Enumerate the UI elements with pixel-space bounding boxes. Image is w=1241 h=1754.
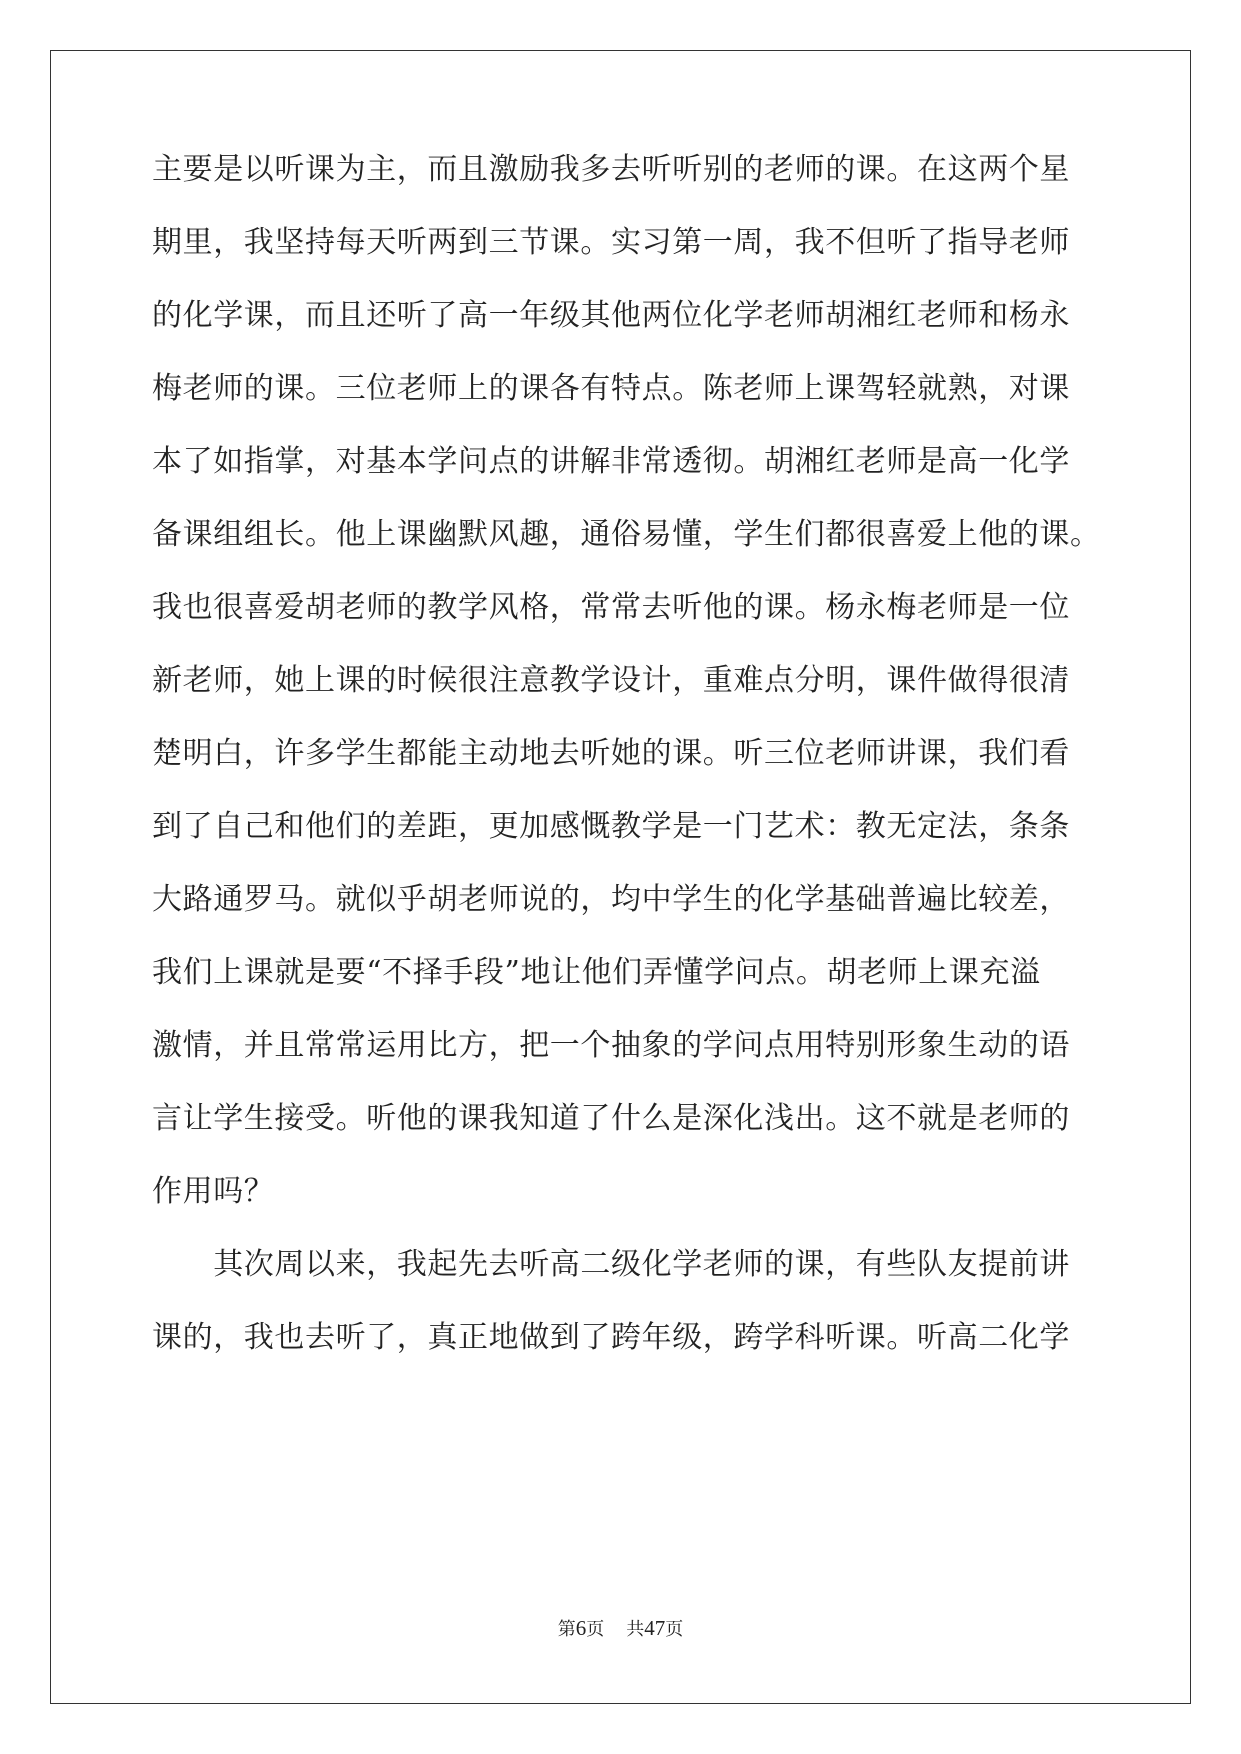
- text-line: 作用吗？: [152, 1174, 275, 1209]
- text-line: 楚明白，许多学生都能主动地去听她的课。听三位老师讲课，我们看: [152, 736, 1070, 771]
- text-line: 期里，我坚持每天听两到三节课。实习第一周，我不但听了指导老师: [152, 225, 1070, 260]
- text-line: 备课组组长。他上课幽默风趣，通俗易懂，学生们都很喜爱上他的课。: [152, 517, 1101, 552]
- text-line: 言让学生接受。听他的课我知道了什么是深化浅出。这不就是老师的: [152, 1101, 1070, 1136]
- text-line: 其次周以来，我起先去听高二级化学老师的课，有些队友提前讲: [152, 1247, 1070, 1282]
- text-line: 激情，并且常常运用比方，把一个抽象的学问点用特别形象生动的语: [152, 1028, 1070, 1063]
- text-line: 的化学课，而且还听了高一年级其他两位化学老师胡湘红老师和杨永: [152, 298, 1070, 333]
- total-suffix: 页: [665, 1619, 684, 1640]
- page-prefix: 第: [557, 1619, 576, 1640]
- page-number: 6: [575, 1616, 587, 1640]
- text-line: 我也很喜爱胡老师的教学风格，常常去听他的课。杨永梅老师是一位: [152, 590, 1070, 625]
- text-line: 新老师，她上课的时候很注意教学设计，重难点分明，课件做得很清: [152, 663, 1070, 698]
- text-line: 我们上课就是要“不择手段”地让他们弄懂学问点。胡老师上课充溢: [152, 955, 1041, 990]
- page-suffix: 页: [586, 1619, 605, 1640]
- total-pages: 47: [644, 1616, 666, 1640]
- text-line: 梅老师的课。三位老师上的课各有特点。陈老师上课驾轻就熟，对课: [152, 371, 1070, 406]
- text-line: 大路通罗马。就似乎胡老师说的，均中学生的化学基础普遍比较差，: [152, 882, 1070, 917]
- total-prefix: 共: [626, 1619, 645, 1640]
- text-line: 到了自己和他们的差距，更加感慨教学是一门艺术：教无定法，条条: [152, 809, 1070, 844]
- page-footer: [0, 1616, 1241, 1640]
- text-line: 本了如指掌，对基本学问点的讲解非常透彻。胡湘红老师是高一化学: [152, 444, 1070, 479]
- text-line: 课的，我也去听了，真正地做到了跨年级，跨学科听课。听高二化学: [152, 1320, 1070, 1355]
- text-line: 主要是以听课为主，而且激励我多去听听别的老师的课。在这两个星: [152, 152, 1070, 187]
